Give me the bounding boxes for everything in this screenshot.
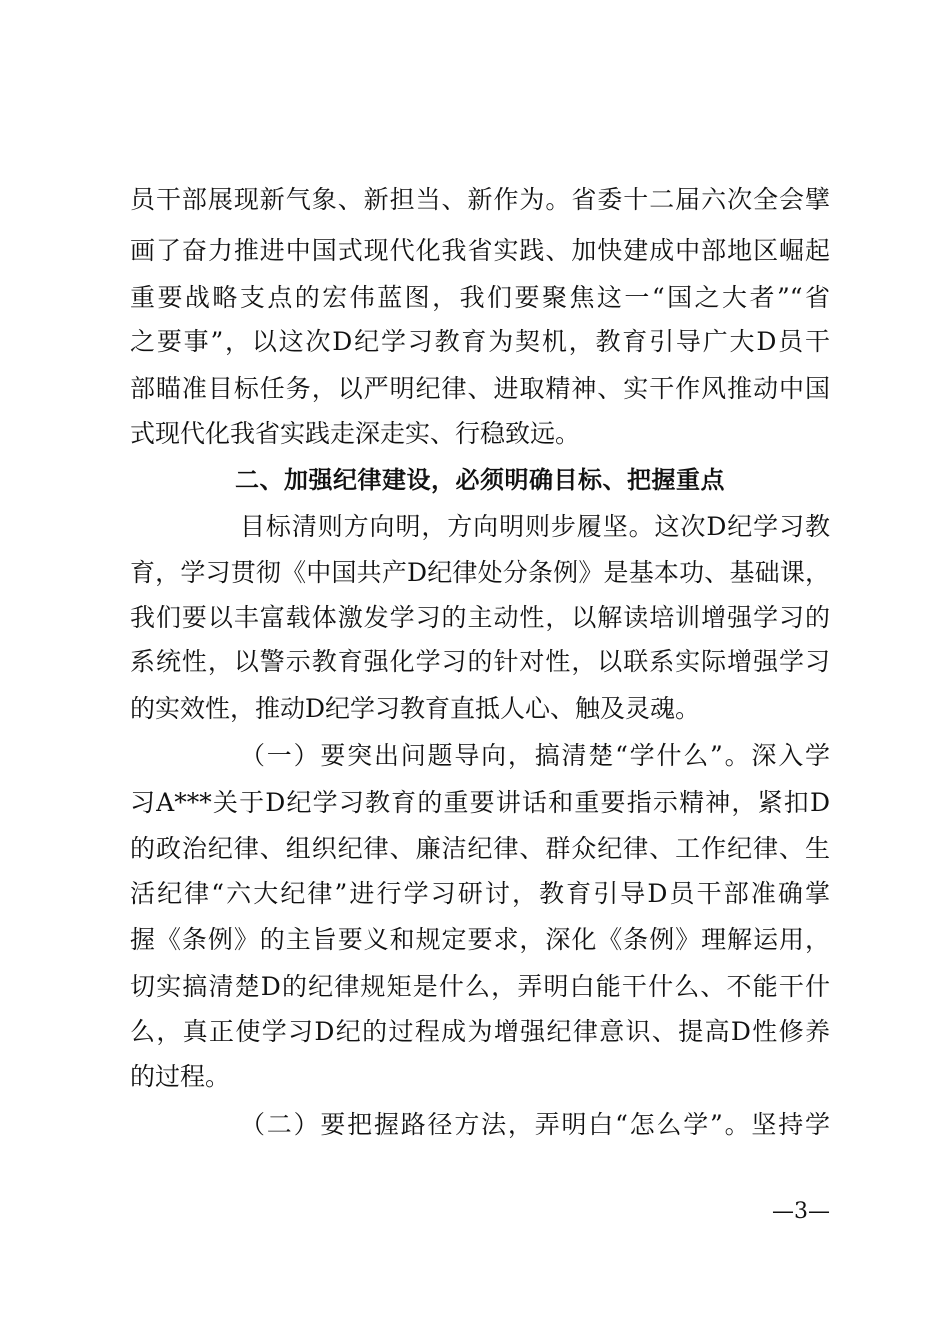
paragraph-line: 的政治纪律、组织纪律、廉洁纪律、群众纪律、工作纪律、生: [130, 834, 830, 863]
paragraph-line: 握《条例》的主旨要义和规定要求，深化《条例》理解运用，: [130, 925, 830, 954]
paragraph-line: （二）要把握路径方法，弄明白“怎么学”。坚持学: [240, 1110, 830, 1139]
paragraph-line: 我们要以丰富载体激发学习的主动性，以解读培训增强学习的: [130, 603, 830, 632]
paragraph-line: 式现代化我省实践走深走实、行稳致远。: [130, 419, 581, 448]
paragraph-line: 重要战略支点的宏伟蓝图，我们要聚焦这一“国之大者”“省: [130, 283, 830, 312]
paragraph-line: 部瞄准目标任务，以严明纪律、进取精神、实干作风推动中国: [130, 374, 830, 403]
paragraph-line: 员干部展现新气象、新担当、新作为。省委十二届六次全会擘: [130, 185, 830, 214]
page-number: —3—: [772, 1199, 830, 1224]
paragraph-line: 的过程。: [130, 1062, 231, 1091]
paragraph-line: 系统性，以警示教育强化学习的针对性，以联系实际增强学习: [130, 647, 830, 676]
section-heading: 二、加强纪律建设，必须明确目标、把握重点: [235, 466, 725, 494]
paragraph-line: 画了奋力推进中国式现代化我省实践、加快建成中部地区崛起: [130, 236, 830, 265]
paragraph-line: 目标清则方向明，方向明则步履坚。这次D纪学习教: [240, 512, 830, 541]
paragraph-line: 育，学习贯彻《中国共产D纪律处分条例》是基本功、基础课，: [130, 558, 830, 587]
paragraph-line: 么，真正使学习D纪的过程成为增强纪律意识、提高D性修养: [130, 1017, 830, 1046]
paragraph-line: 之要事”，以这次D纪学习教育为契机，教育引导广大D员干: [130, 327, 830, 356]
paragraph-line: （一）要突出问题导向，搞清楚“学什么”。深入学: [240, 741, 830, 770]
paragraph-line: 的实效性，推动D纪学习教育直抵人心、触及灵魂。: [130, 694, 701, 723]
paragraph-line: 切实搞清楚D的纪律规矩是什么，弄明白能干什么、不能干什: [130, 972, 830, 1001]
paragraph-line: 习A***关于D纪学习教育的重要讲话和重要指示精神，紧扣D: [130, 788, 830, 817]
paragraph-line: 活纪律“六大纪律”进行学习研讨，教育引导D员干部准确掌: [130, 879, 830, 908]
